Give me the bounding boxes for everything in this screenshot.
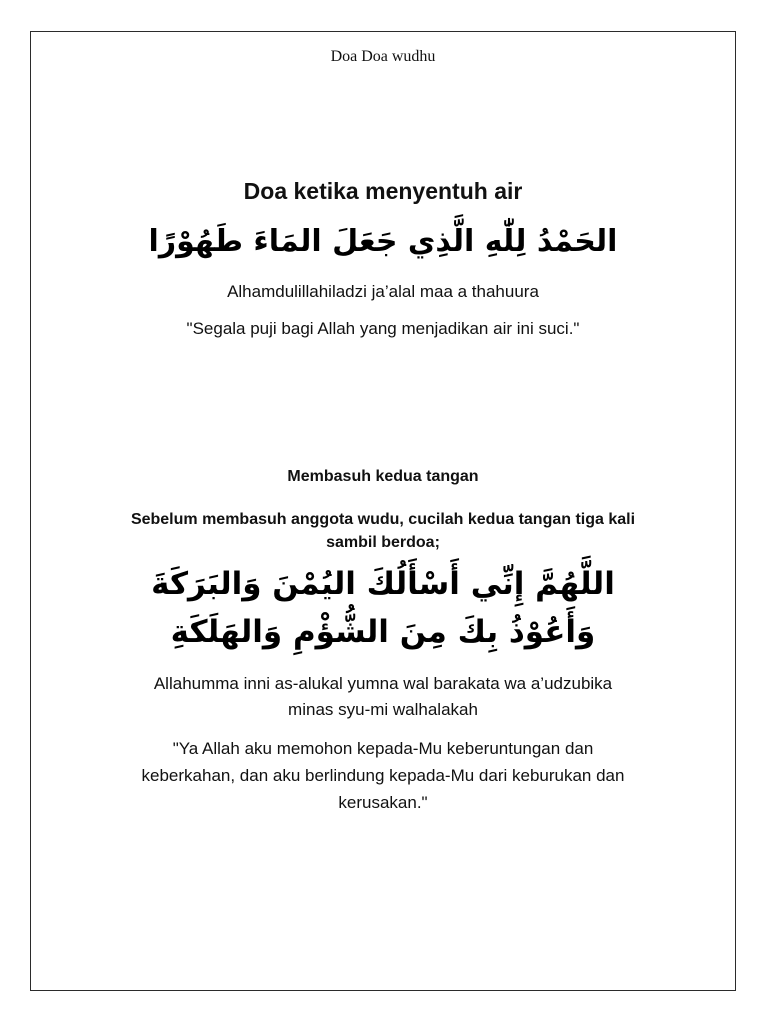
- section-title-touch-water: Doa ketika menyentuh air: [243, 178, 523, 204]
- arabic-prayer-touch-water: الحَمْدُ لِلّٰهِ الَّذِي جَعَلَ المَاءَ طَهُوْرًا: [148, 224, 618, 259]
- transliteration-touch-water: Alhamdulillahiladzi ja’alal maa a thahuura: [227, 282, 539, 301]
- section-title-wash-hands: Membasuh kedua tangan: [287, 468, 479, 485]
- arabic-prayer-wash-hands: اللَّهُمَّ إِنِّي أَسْأَلُكَ اليُمْنَ وَالبَرَكَةَ وَأَعُوْذُ بِكَ مِنَ الشُّؤْمِ وَالهَلَكَةِ: [151, 566, 615, 650]
- meaning-touch-water: "Segala puji bagi Allah yang menjadikan air ini suci.": [186, 319, 580, 338]
- document-header-title: Doa Doa wudhu: [330, 48, 436, 65]
- meaning-wash-hands: "Ya Allah aku memohon kepada-Mu keberuntungan dan keberkahan, dan aku berlindung kepada-Mu dari keburukan dan kerusakan.": [141, 739, 625, 812]
- instruction-wash-hands: Sebelum membasuh anggota wudu, cucilah kedua tangan tiga kali sambil berdoa;: [130, 511, 636, 551]
- transliteration-wash-hands: Allahumma inni as-alukal yumna wal barakata wa a’udzubika minas syu-mi walhalakah: [153, 674, 613, 719]
